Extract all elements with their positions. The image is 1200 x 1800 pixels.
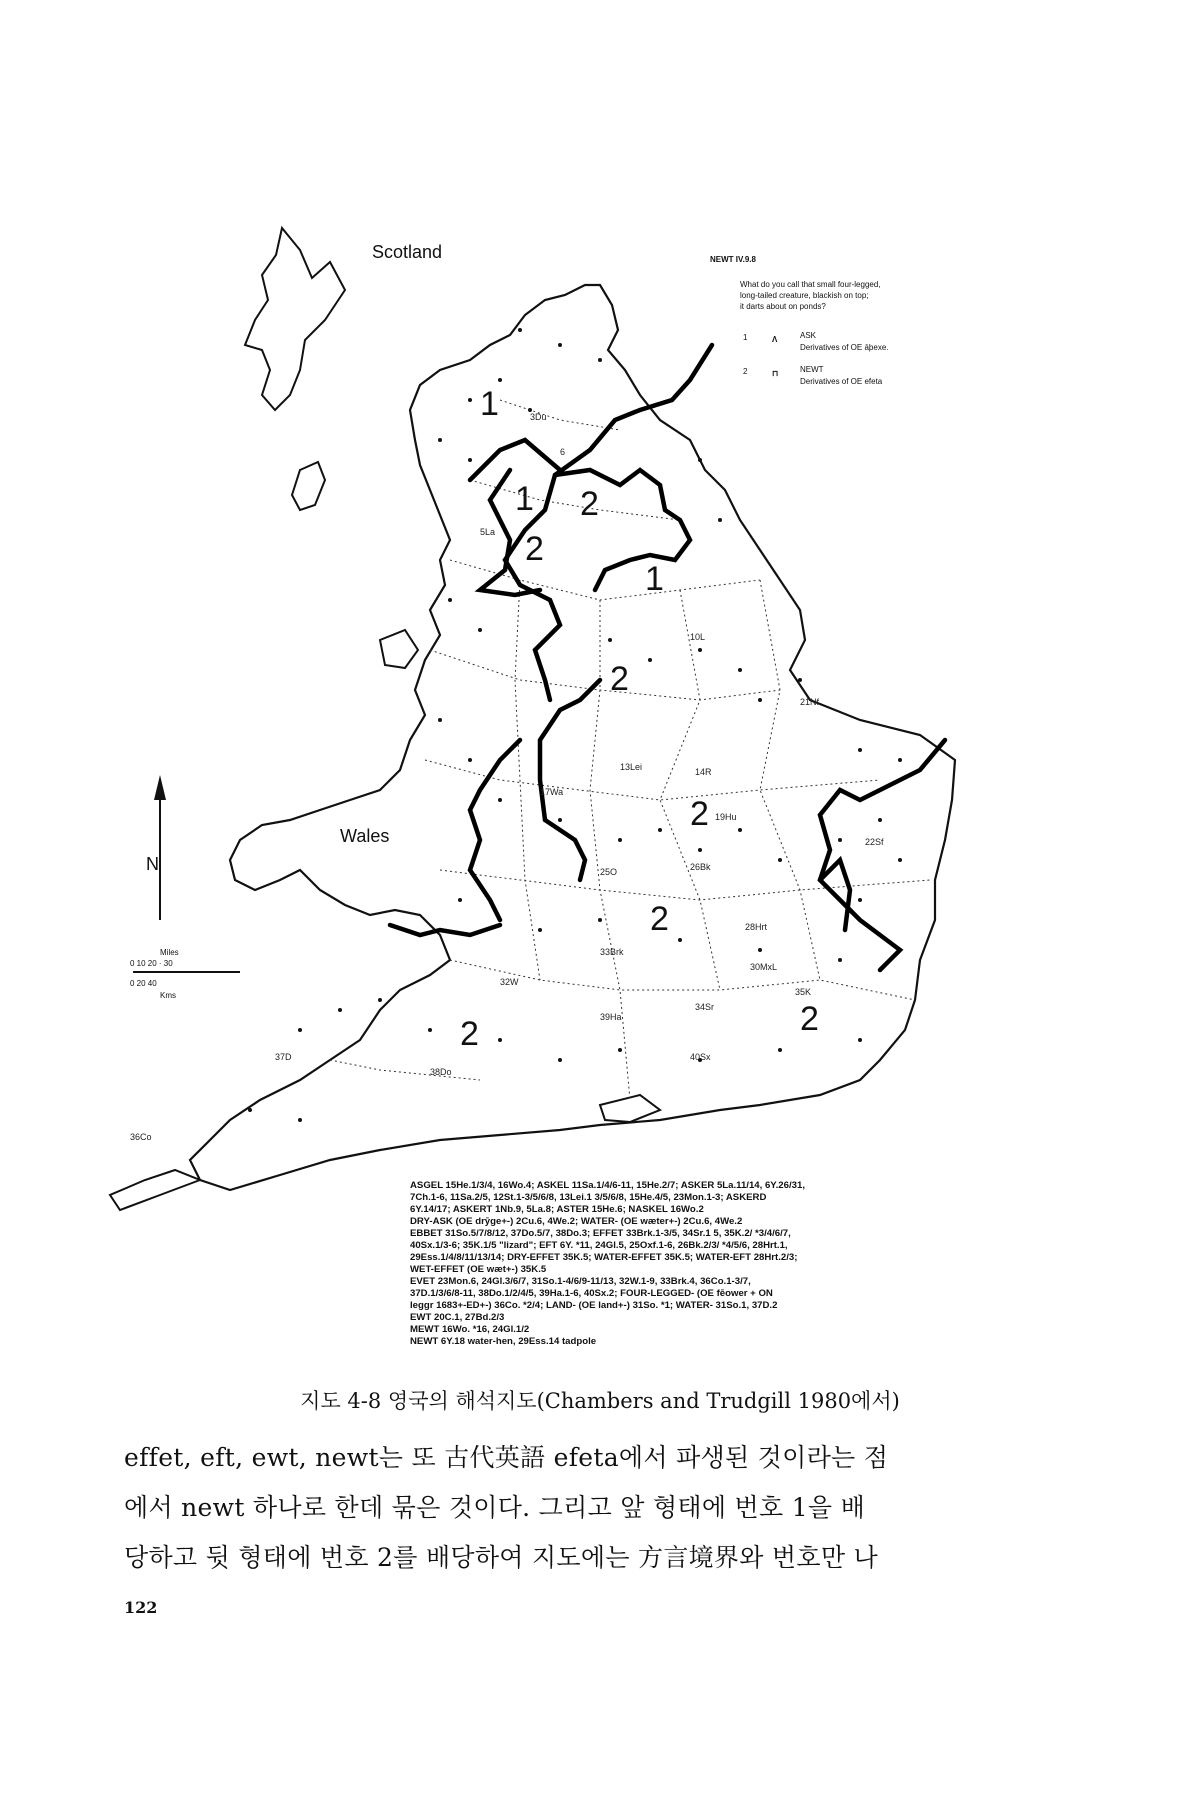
- zone-number: 2: [690, 795, 709, 833]
- dialect-data-key: [410, 1180, 1000, 1348]
- anglesey: [380, 630, 418, 668]
- data-key-line: 40Sx.1/3-6; 35K.1/5 "lizard"; EFT 6Y. *11, 24Gl.5, 25Oxf.1-6, 26Bk.2/3/ *4/5/6, 28Hrt.1,: [410, 1240, 788, 1251]
- county-number: 26Bk: [690, 862, 711, 872]
- county-number: 10L: [690, 632, 706, 642]
- isle-of-wight: [600, 1095, 660, 1122]
- wales-label: Wales: [340, 826, 390, 846]
- body-line: effet, eft, ewt, newt는 또 古代英語 efeta에서 파생된 것이라는 점: [124, 1443, 889, 1472]
- data-key-line: 7Ch.1-6, 11Sa.2/5, 12St.1-3/5/6/8, 13Lei.1 3/5/6/8, 15He.4/5, 23Mon.1-3; ASKERD: [410, 1192, 767, 1203]
- county-numbers: [130, 412, 884, 1142]
- zone-number: 1: [645, 560, 664, 598]
- county-number: 40Sx: [690, 1052, 711, 1062]
- county-number: 34Sr: [695, 1002, 715, 1012]
- zone-number: 2: [800, 1000, 819, 1038]
- data-key-line: EWT 20C.1, 27Bd.2/3: [410, 1312, 505, 1323]
- data-key-line: MEWT 16Wo. *16, 24Gl.1/2: [410, 1324, 530, 1335]
- page-number: 122: [124, 1598, 158, 1617]
- county-number: 30MxL: [750, 962, 778, 972]
- legend-item-word: ASK: [800, 331, 817, 340]
- county-number: 21Nf: [800, 697, 820, 707]
- county-number: 14R: [695, 767, 712, 777]
- legend-item-word: NEWT: [800, 365, 824, 374]
- body-paragraph: [124, 1433, 1004, 1583]
- county-number: 33Brk: [600, 947, 624, 957]
- scotland-label: Scotland: [372, 242, 443, 262]
- data-key-line: EBBET 31So.5/7/8/12, 37Do.5/7, 38Do.3; EFFET 33Brk.1-3/5, 34Sr.1 5, 35K.2/ *3/4/6/7,: [410, 1228, 791, 1239]
- zone-number: 2: [650, 900, 669, 938]
- zone-number: 2: [460, 1015, 479, 1053]
- body-line: 당하고 뒷 형태에 번호 2를 배당하여 지도에는 方言境界와 번호만 나: [124, 1543, 878, 1572]
- county-number: 32W: [500, 977, 519, 987]
- county-number: 17Wa: [540, 787, 564, 797]
- legend-title: NEWT IV.9.8: [710, 255, 756, 264]
- data-key-line: WET-EFFET (OE wæt+-) 35K.5: [410, 1264, 547, 1275]
- county-number: 19Hu: [715, 812, 737, 822]
- figure-caption: 지도 4-8 영국의 해석지도(Chambers and Trudgill 1980에서): [300, 1389, 900, 1413]
- data-key-line: EVET 23Mon.6, 24Gl.3/6/7, 31So.1-4/6/9-11/13, 32W.1-9, 33Brk.4, 36Co.1-3/7,: [410, 1276, 751, 1287]
- legend-newt-symbol: ⊓: [772, 369, 779, 378]
- county-boundaries: [330, 400, 930, 1100]
- data-key-line: leggr 1683+-ED+-) 36Co. *2/4; LAND- (OE land+-) 31So. *1; WATER- 31So.1, 37D.2: [410, 1300, 778, 1311]
- scale-kms: 0 20 40: [130, 979, 157, 988]
- county-number: 37D: [275, 1052, 292, 1062]
- cornwall-tip: [110, 1170, 200, 1210]
- county-number: 39Ha: [600, 1012, 622, 1022]
- zone-number: 2: [580, 485, 599, 523]
- isoglosses: [390, 345, 945, 970]
- data-key-line: NEWT 6Y.18 water-hen, 29Ess.14 tadpole: [410, 1336, 597, 1347]
- zone-number: 2: [610, 660, 629, 698]
- body-line: 에서 newt 하나로 한데 묶은 것이다. 그리고 앞 형태에 번호 1을 배: [124, 1493, 866, 1522]
- scale-bar: [130, 948, 240, 1000]
- data-key-line: DRY-ASK (OE drȳge+-) 2Cu.6, 4We.2; WATER- (OE wæter+-) 2Cu.6, 4We.2: [410, 1216, 743, 1227]
- legend-item-number: 2: [743, 367, 748, 376]
- county-number: 22Sf: [865, 837, 884, 847]
- legend-question: What do you call that small four-legged,: [740, 280, 881, 289]
- scale-title: Miles: [160, 948, 179, 957]
- legend-item-number: 1: [743, 333, 748, 342]
- north-arrow: [146, 775, 166, 920]
- isle-of-man: [292, 462, 325, 510]
- data-key-line: 37D.1/3/6/8-11, 38Do.1/2/4/5, 39Ha.1-6, 40Sx.2; FOUR-LEGGED- (OE fēower + ON: [410, 1288, 773, 1299]
- england-wales-coastline: [190, 285, 955, 1190]
- county-number: 6: [560, 447, 566, 457]
- zone-number: 1: [515, 480, 534, 518]
- county-number: 13Lei: [620, 762, 643, 772]
- data-key-line: 29Ess.1/4/8/11/13/14; DRY-EFFET 35K.5; WATER-EFFET 35K.5; WATER-EFT 28Hrt.2/3;: [410, 1252, 798, 1263]
- data-key-line: 6Y.14/17; ASKERT 1Nb.9, 5La.8; ASTER 15He.6; NASKEL 16Wo.2: [410, 1204, 704, 1215]
- county-number: 5La: [480, 527, 496, 537]
- legend-item-note: Derivatives of OE efeta: [800, 377, 883, 386]
- data-key-line: ASGEL 15He.1/3/4, 16Wo.4; ASKEL 11Sa.1/4/6-11, 15He.2/7; ASKER 5La.11/14, 6Y.26/31,: [410, 1180, 805, 1191]
- county-number: 38Do: [430, 1067, 452, 1077]
- county-number: 3Du: [530, 412, 547, 422]
- county-number: 28Hrt: [745, 922, 768, 932]
- scale-miles: 0 10 20 · 30: [130, 959, 173, 968]
- map-legend: [710, 255, 888, 386]
- scotland-coastline: [245, 228, 345, 410]
- legend-ask-symbol: Λ: [772, 335, 778, 344]
- legend-item-note: Derivatives of OE āþexe.: [800, 343, 889, 352]
- county-number: 25O: [600, 867, 618, 877]
- zone-number: 2: [525, 530, 544, 568]
- zone-number: 1: [480, 385, 499, 423]
- legend-question: it darts about on ponds?: [740, 302, 826, 311]
- scale-kms-label: Kms: [160, 991, 176, 1000]
- county-number: 36Co: [130, 1132, 152, 1142]
- legend-question: long-tailed creature, blackish on top;: [740, 291, 869, 300]
- county-number: 35K: [795, 987, 812, 997]
- north-label: N: [146, 854, 159, 874]
